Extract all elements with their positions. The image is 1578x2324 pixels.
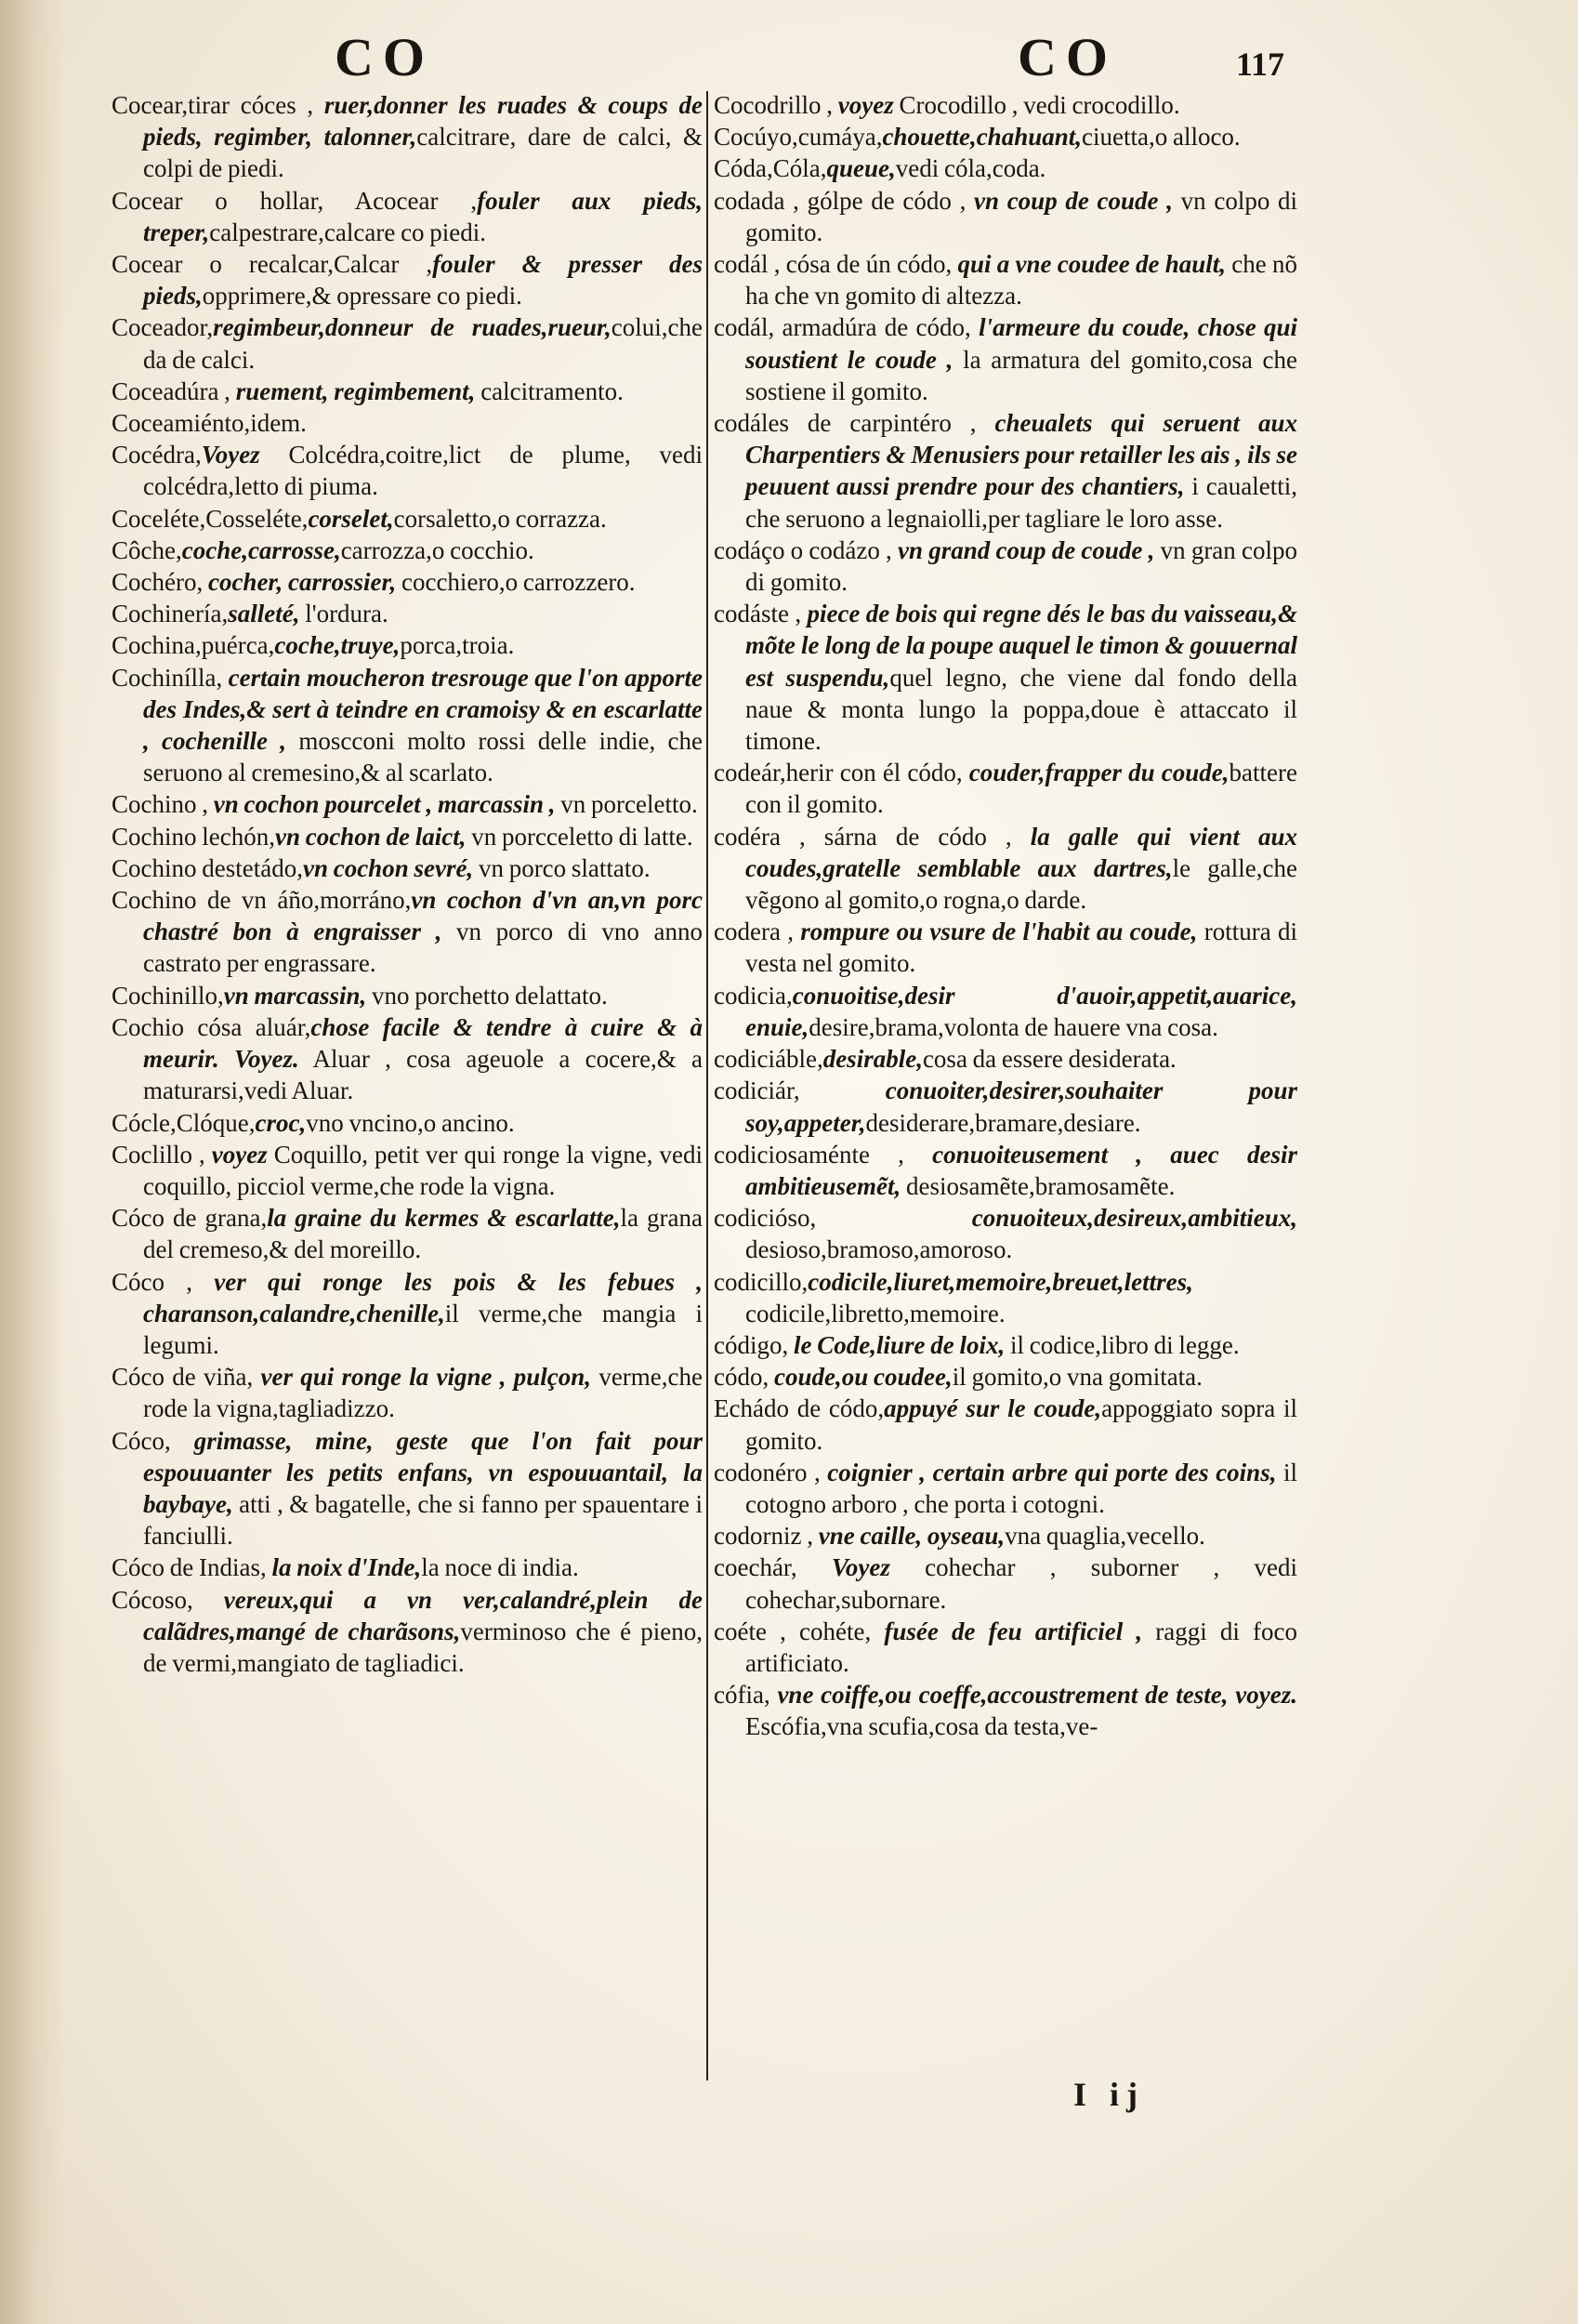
entry-french-gloss: fusée de feu artificiel ,: [884, 1617, 1143, 1645]
right-column: [714, 89, 1297, 1743]
entry-headword: Cochina,puérca,: [112, 631, 275, 660]
entry-headword: Cocodrillo ,: [714, 91, 838, 119]
entry-french-gloss: vne caille, oyseau,: [818, 1522, 1006, 1551]
entry-french-gloss: cocher, carrossier,: [207, 568, 397, 597]
entry-headword: codorniz ,: [714, 1522, 819, 1551]
entry-french-gloss: la galle qui vient aux coudes,gratelle semblable aux dartres,: [745, 822, 1297, 882]
dictionary-entry: [714, 311, 1297, 407]
dictionary-entry: [714, 152, 1297, 184]
entry-french-gloss: certain moucheron tresrouge que l'on apporte des Indes,& sert à teindre en cramoisy & en escarlatte , cochenille ,: [143, 663, 703, 756]
entry-italian-gloss: verminoso che é pieno, de vermi,mangiato de tagliadici.: [143, 1617, 703, 1677]
entry-italian-gloss: desioso,bramoso,amoroso.: [745, 1235, 1013, 1264]
entry-french-gloss: queue,: [826, 154, 896, 183]
entry-french-gloss: conuoiteusement , auec desir ambitieusemẽt,: [745, 1140, 1297, 1200]
dictionary-entry: [714, 1075, 1297, 1138]
entry-headword: códo,: [714, 1363, 774, 1392]
entry-french-gloss: grimasse, mine, geste que l'on fait pour espouuanter les petits enfans, vn espouuantail, la baybaye,: [143, 1426, 703, 1518]
entry-headword: codicióso,: [714, 1204, 972, 1233]
entry-french-gloss: vn cochon pourcelet , marcassin ,: [213, 790, 556, 819]
entry-french-gloss: piece de bois qui regne dés le bas du vaisseau,& mõte le long de la poupe auquel le timon & gouuernal est suspendu,: [745, 600, 1297, 692]
dictionary-entry: [714, 1266, 1297, 1329]
entry-italian-gloss: quel legno, che viene dal fondo della naue & monta lungo la poppa,doue è attaccato il timone.: [745, 663, 1297, 756]
entry-french-gloss: Voyez: [831, 1553, 890, 1582]
entry-italian-gloss: il cotogno arboro , che porta i cotogni.: [745, 1458, 1297, 1518]
entry-headword: codera ,: [714, 918, 801, 946]
entry-french-gloss: la noix d'Inde,: [271, 1553, 422, 1582]
entry-french-gloss: conuoiteux,desireux,ambitieux,: [971, 1204, 1297, 1233]
entry-italian-gloss: il verme,che mangia i legumi.: [143, 1299, 703, 1359]
dictionary-entry: [112, 1361, 703, 1424]
entry-italian-gloss: Crocodillo , vedi crocodillo.: [893, 91, 1180, 119]
entry-headword: codicillo,: [714, 1267, 809, 1296]
entry-headword: Cóco de viña,: [112, 1363, 261, 1392]
entry-headword: Echádo de códo,: [714, 1394, 885, 1423]
entry-headword: Coceadúra ,: [112, 376, 236, 405]
column-divider: [706, 91, 708, 2080]
dictionary-entry: [112, 311, 703, 375]
entry-italian-gloss: battere con il gomito.: [745, 759, 1297, 819]
entry-italian-gloss: calpestrare,calcare co piedi.: [209, 218, 487, 246]
entry-headword: codiciáble,: [714, 1045, 823, 1074]
entry-french-gloss: chouette,chahuant,: [882, 123, 1082, 152]
entry-headword: Cóco de Indias,: [112, 1553, 272, 1582]
entry-headword: Cochino lechón,: [112, 822, 275, 851]
entry-headword: Coceador,: [112, 313, 214, 342]
dictionary-entry: [714, 1139, 1297, 1202]
entry-headword: Coceamiénto,idem.: [112, 409, 307, 438]
entry-italian-gloss: vna quaglia,vecello.: [1005, 1522, 1205, 1551]
entry-italian-gloss: appoggiato sopra il gomito.: [745, 1394, 1297, 1455]
entry-italian-gloss: la armatura del gomito,cosa che sostiene il gomito.: [745, 345, 1297, 405]
dictionary-entry: [714, 535, 1297, 598]
dictionary-entry: [714, 248, 1297, 311]
entry-headword: Cocear o recalcar,Calcar ,: [112, 250, 433, 279]
dictionary-entry: [112, 1584, 703, 1680]
dictionary-entry: [112, 503, 703, 535]
entry-french-gloss: codicile,liuret,memoire,breuet,lettres,: [808, 1267, 1193, 1296]
dictionary-entry: [112, 89, 703, 185]
entry-italian-gloss: calcitramento.: [475, 376, 624, 405]
entry-headword: codáles de carpintéro ,: [714, 409, 995, 438]
entry-italian-gloss: la grana del cremeso,& del moreillo.: [143, 1204, 703, 1264]
entry-italian-gloss: moscconi molto rossi delle indie, che seruono al cremesino,& al scarlato.: [143, 727, 703, 787]
entry-italian-gloss: raggi di foco artificiato.: [745, 1617, 1297, 1677]
entry-french-gloss: ver qui ronge la vigne , pulçon,: [260, 1363, 592, 1392]
entry-italian-gloss: vedi cóla,coda.: [895, 154, 1046, 183]
entry-headword: Coclillo ,: [112, 1140, 212, 1169]
dictionary-entry: [112, 376, 703, 407]
entry-headword: Cochinillo,: [112, 981, 224, 1010]
dictionary-entry: [112, 852, 703, 884]
entry-headword: codál, armadúra de códo,: [714, 313, 980, 342]
entry-french-gloss: desirable,: [822, 1045, 923, 1074]
dictionary-entry: [714, 821, 1297, 917]
dictionary-entry: [112, 598, 703, 629]
dictionary-entry: [714, 1329, 1297, 1361]
right-running-head: CO: [1018, 27, 1117, 87]
dictionary-entry: [714, 980, 1297, 1043]
entry-french-gloss: la graine du kermes & escarlatte,: [267, 1204, 621, 1233]
entry-italian-gloss: codicile,libretto,memoire.: [745, 1299, 1006, 1327]
page-number: 117: [1236, 46, 1285, 83]
entry-french-gloss: vn cochon de laict,: [274, 822, 467, 851]
dictionary-entry: [112, 1107, 703, 1139]
entry-italian-gloss: vn porceletto.: [555, 790, 698, 819]
entry-french-gloss: coude,ou coudee,: [773, 1363, 953, 1392]
entry-headword: Cócoso,: [112, 1585, 224, 1614]
dictionary-entry: [714, 1552, 1297, 1615]
dictionary-entry: [112, 788, 703, 820]
entry-italian-gloss: le galle,che vẽgono al gomito,o rogna,o darde.: [745, 853, 1297, 915]
dictionary-entry: [112, 1011, 703, 1107]
entry-headword: Cochino ,: [112, 790, 214, 819]
dictionary-entry: [112, 821, 703, 852]
entry-french-gloss: corselet,: [308, 504, 394, 533]
entry-headword: código,: [714, 1330, 794, 1359]
dictionary-entry: [714, 916, 1297, 979]
entry-french-gloss: appuyé sur le coude,: [884, 1394, 1102, 1423]
dictionary-entry: [112, 535, 703, 566]
dictionary-entry: [714, 121, 1297, 152]
entry-headword: codiciosaménte ,: [714, 1140, 933, 1169]
entry-french-gloss: salleté,: [228, 600, 300, 628]
entry-headword: Cóco,: [112, 1426, 194, 1455]
entry-italian-gloss: l'ordura.: [299, 600, 388, 628]
entry-headword: codál , cósa de ún códo,: [714, 250, 958, 279]
entry-italian-gloss: carrozza,o cocchio.: [340, 535, 534, 564]
entry-italian-gloss: vn porco slattato.: [473, 853, 651, 882]
entry-italian-gloss: vn porco di vno anno castrato per engrassare.: [143, 918, 703, 978]
entry-italian-gloss: porca,troia.: [400, 631, 515, 660]
entry-italian-gloss: cocchiero,o carrozzero.: [396, 568, 636, 597]
entry-headword: Cóco de grana,: [112, 1204, 268, 1233]
entry-headword: Cochéro,: [112, 568, 208, 597]
entry-french-gloss: ver qui ronge les pois & les febues , charanson,calandre,chenille,: [143, 1267, 703, 1327]
entry-italian-gloss: Aluar , cosa ageuole a cocere,& a maturarsi,vedi Aluar.: [143, 1045, 703, 1105]
entry-italian-gloss: Coquillo, petit ver qui ronge la vigne, vedi coquillo, picciol verme,che rode la vigna.: [143, 1140, 703, 1200]
entry-french-gloss: vn coup de coude ,: [974, 186, 1173, 215]
entry-french-gloss: croc,: [255, 1108, 307, 1137]
entry-italian-gloss: vn porcceletto di latte.: [466, 822, 693, 851]
entry-french-gloss: couder,frapper du coude,: [968, 759, 1230, 787]
entry-french-gloss: voyez: [211, 1140, 268, 1169]
entry-italian-gloss: corsaletto,o corrazza.: [393, 504, 607, 533]
entry-italian-gloss: calcitrare, dare de calci, & colpi de piedi.: [143, 123, 703, 183]
entry-french-gloss: regimbeur,donneur de ruades,rueur,: [213, 313, 611, 342]
entry-french-gloss: conuoitise,desir d'auoir,appetit,auarice, enuie,: [745, 981, 1297, 1041]
dictionary-entry: [714, 1616, 1297, 1679]
entry-headword: codada , gólpe de códo ,: [714, 186, 975, 215]
dictionary-entry: [112, 980, 703, 1011]
entry-italian-gloss: il codice,libro di legge.: [1005, 1330, 1240, 1359]
entry-french-gloss: fouler & presser des pieds,: [143, 250, 703, 310]
dictionary-entry: [112, 1425, 703, 1552]
entry-headword: codáço o codázo ,: [714, 535, 899, 564]
dictionary-entry: [112, 248, 703, 311]
entry-italian-gloss: che nõ ha che vn gomito di altezza.: [745, 250, 1297, 310]
entry-headword: Cócle,Clóque,: [112, 1108, 256, 1137]
dictionary-entry: [714, 1043, 1297, 1075]
entry-headword: codiciár,: [714, 1076, 886, 1105]
dictionary-entry: [112, 662, 703, 789]
entry-italian-gloss: atti , & bagatelle, che si fanno per spauentare i fanciulli.: [143, 1489, 703, 1551]
entry-french-gloss: rompure ou vsure de l'habit au coude,: [800, 918, 1198, 946]
entry-italian-gloss: vno vncino,o ancino.: [306, 1108, 515, 1137]
entry-headword: codéra , sárna de códo ,: [714, 822, 1031, 851]
entry-french-gloss: vn cochon d'vn an,vn porc chastré bon à engraisser ,: [143, 886, 703, 946]
signature-mark: I ij: [1073, 2076, 1145, 2113]
entry-french-gloss: chose facile & tendre à cuire & à meurir. Voyez.: [143, 1012, 703, 1074]
entry-headword: Cochinílla,: [112, 663, 229, 692]
entry-headword: Cocúyo,cumáya,: [714, 123, 883, 152]
entry-italian-gloss: la noce di india.: [421, 1553, 579, 1582]
dictionary-entry: [112, 1552, 703, 1583]
dictionary-entry: [714, 1361, 1297, 1393]
entry-headword: Cocear,tirar cóces ,: [112, 91, 324, 119]
dictionary-entry: [112, 1139, 703, 1202]
entry-french-gloss: le Code,liure de loix,: [794, 1330, 1006, 1359]
entry-italian-gloss: opprimere,& opressare co piedi.: [202, 282, 522, 310]
entry-headword: Cochinería,: [112, 600, 229, 628]
entry-headword: cófia,: [714, 1681, 778, 1710]
dictionary-entry: [112, 407, 703, 439]
entry-italian-gloss: desiderare,bramare,desiare.: [865, 1108, 1141, 1137]
entry-italian-gloss: cohechar , suborner , vedi cohechar,subornare.: [745, 1553, 1297, 1614]
entry-french-gloss: vn grand coup de coude ,: [898, 535, 1155, 564]
dictionary-entry: [714, 185, 1297, 248]
entry-french-gloss: coignier , certain arbre qui porte des coins,: [827, 1458, 1277, 1486]
entry-italian-gloss: rottura di vesta nel gomito.: [745, 918, 1297, 978]
dictionary-entry: [714, 89, 1297, 121]
entry-french-gloss: cheualets qui seruent aux Charpentiers & Menusiers pour retailler les ais , ils se peuuent aussi prendre pour des chantiers,: [745, 409, 1297, 501]
dictionary-entry: [112, 566, 703, 598]
entry-french-gloss: coche,carrosse,: [181, 535, 341, 564]
dictionary-entry: [714, 598, 1297, 757]
entry-french-gloss: l'armeure du coude, chose qui soustient le coude ,: [745, 313, 1298, 374]
dictionary-entry: [112, 629, 703, 661]
dictionary-entry: [714, 1520, 1297, 1552]
entry-french-gloss: voyez: [837, 91, 894, 119]
entry-headword: Coceléte,Cosseléte,: [112, 504, 309, 533]
entry-headword: coechár,: [714, 1553, 832, 1582]
entry-italian-gloss: desire,brama,volonta de hauere vna cosa.: [809, 1012, 1218, 1041]
entry-french-gloss: fouler aux pieds, treper,: [143, 186, 703, 246]
entry-french-gloss: vn cochon sevré,: [302, 853, 474, 882]
dictionary-entry: [714, 1202, 1297, 1265]
entry-headword: Cochino destetádo,: [112, 853, 303, 882]
entry-french-gloss: conuoiter,desirer,souhaiter pour soy,appeter,: [745, 1076, 1297, 1137]
dictionary-entry: [112, 439, 703, 502]
entry-italian-gloss: Escófia,vna scufia,cosa da testa,ve-: [745, 1712, 1098, 1741]
entry-italian-gloss: cosa da essere desiderata.: [922, 1045, 1177, 1074]
entry-italian-gloss: desiosamẽte,bramosamẽte.: [901, 1171, 1176, 1200]
entry-headword: codicia,: [714, 981, 793, 1010]
entry-french-gloss: vereux,qui a vn ver,calandré,plein de calãdres,mangé de charãsons,: [143, 1585, 703, 1645]
entry-headword: codonéro ,: [714, 1458, 828, 1486]
entry-headword: codeár,herir con él códo,: [714, 759, 969, 787]
page-binding-edge: [0, 0, 65, 2324]
entry-italian-gloss: colui,che da de calci.: [143, 313, 703, 374]
dictionary-entry: [714, 1679, 1297, 1742]
entry-headword: Cochino de vn áño,morráno,: [112, 886, 412, 915]
entry-headword: Cocear o hollar, Acocear ,: [112, 186, 478, 215]
dictionary-entry: [714, 1457, 1297, 1520]
entry-italian-gloss: ciuetta,o alloco.: [1082, 123, 1241, 152]
dictionary-entry: [112, 185, 703, 248]
entry-french-gloss: coche,truye,: [274, 631, 401, 660]
entry-headword: Cochio cósa aluár,: [112, 1012, 311, 1041]
entry-french-gloss: Voyez: [201, 441, 260, 469]
entry-headword: Cocédra,: [112, 441, 202, 469]
entry-headword: Cóco ,: [112, 1267, 215, 1296]
entry-french-gloss: qui a vne coudee de hault,: [957, 250, 1226, 279]
entry-italian-gloss: vn colpo di gomito.: [745, 186, 1298, 246]
dictionary-entry: [112, 1202, 703, 1265]
left-running-head: CO: [335, 27, 434, 87]
entry-italian-gloss: vn gran colpo di gomito.: [745, 535, 1297, 597]
entry-italian-gloss: i caualetti, che seruono a legnaiolli,per tagliare le loro asse.: [745, 472, 1297, 533]
dictionary-entry: [112, 1266, 703, 1362]
entry-french-gloss: ruer,donner les ruades & coups de pieds, regimber, talonner,: [143, 91, 703, 152]
dictionary-entry: [112, 884, 703, 980]
entry-headword: coéte , cohéte,: [714, 1617, 885, 1645]
entry-italian-gloss: il gomito,o vna gomitata.: [952, 1363, 1203, 1392]
entry-french-gloss: vne coiffe,ou coeffe,accoustrement de teste, voyez.: [777, 1681, 1297, 1710]
dictionary-entry: [714, 407, 1297, 535]
entry-french-gloss: ruement, regimbement,: [235, 376, 476, 405]
entry-french-gloss: vn marcassin,: [223, 981, 367, 1010]
entry-headword: Côche,: [112, 535, 182, 564]
entry-italian-gloss: vno porchetto delattato.: [366, 981, 608, 1010]
dictionary-entry: [714, 757, 1297, 820]
entry-headword: codáste ,: [714, 600, 808, 628]
entry-headword: Códa,Cóla,: [714, 154, 827, 183]
entry-italian-gloss: Colcédra,coitre,lict de plume, vedi colcédra,letto di piuma.: [143, 441, 703, 501]
entry-italian-gloss: verme,che rode la vigna,tagliadizzo.: [143, 1363, 703, 1423]
dictionary-entry: [714, 1393, 1297, 1456]
left-column: [112, 89, 703, 1679]
